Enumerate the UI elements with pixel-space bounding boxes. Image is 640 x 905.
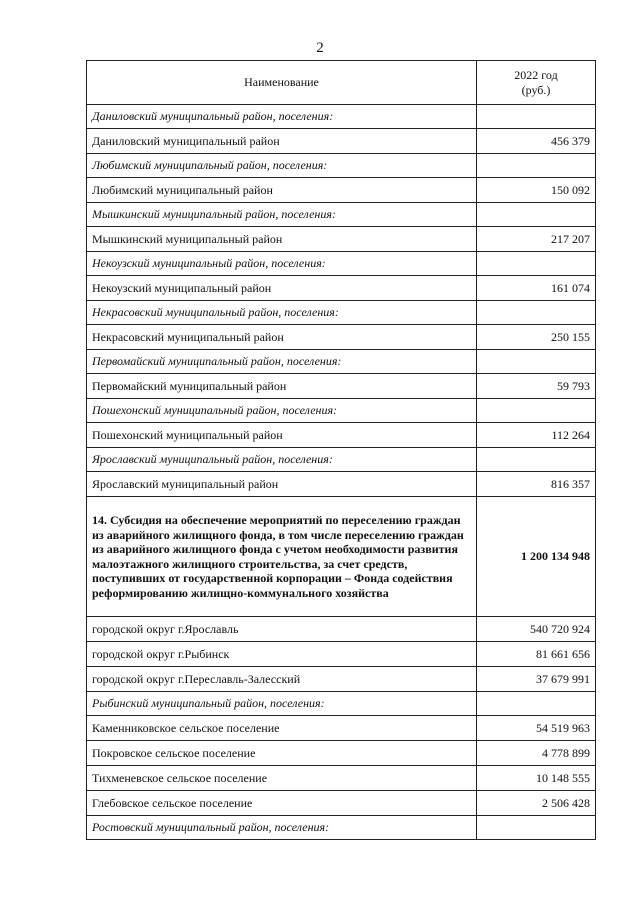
row-name-cell: Каменниковское сельское поселение	[87, 716, 477, 741]
row-name-cell: Даниловский муниципальный район	[87, 129, 477, 154]
row-value-cell: 540 720 924	[477, 617, 596, 642]
table-row	[87, 741, 596, 766]
row-name-cell: 14. Субсидия на обеспечение мероприятий по переселению граждан из аварийного жилищного фонда, в том числе переселению граждан из аварийного жилищного фонда с учетом необходимости развития малоэтажного жилищного строительства, за счет средств, поступивших от государственной корпорации – Фонда содействия реформированию жилищно-коммунального хозяйства	[87, 497, 477, 617]
column-header-year-label: 2022 год	[514, 67, 558, 82]
row-value-cell: 10 148 555	[477, 766, 596, 791]
table-row	[87, 325, 596, 350]
row-value-cell	[477, 350, 596, 374]
row-value-cell: 37 679 991	[477, 667, 596, 692]
row-name-cell: Некоузский муниципальный район	[87, 276, 477, 301]
table-row	[87, 129, 596, 154]
row-name-cell: Некоузский муниципальный район, поселения:	[87, 252, 477, 276]
row-name-cell: Покровское сельское поселение	[87, 741, 477, 766]
row-name-cell: Первомайский муниципальный район	[87, 374, 477, 399]
row-value-cell	[477, 154, 596, 178]
table-row	[87, 642, 596, 667]
table-header-row	[87, 61, 596, 105]
table-row	[87, 374, 596, 399]
row-name-cell: Ярославский муниципальный район, поселения:	[87, 448, 477, 472]
table-row	[87, 472, 596, 497]
row-name-cell: городской округ г.Ярославль	[87, 617, 477, 642]
row-name-cell: Некрасовский муниципальный район, поселения:	[87, 301, 477, 325]
table-subheading-row	[87, 252, 596, 276]
page-number: 2	[316, 40, 324, 56]
section-heading-row	[87, 497, 596, 617]
row-name-cell: Пошехонский муниципальный район	[87, 423, 477, 448]
table-row	[87, 227, 596, 252]
row-value-cell	[477, 399, 596, 423]
table-subheading-row	[87, 692, 596, 716]
row-name-cell: Глебовское сельское поселение	[87, 791, 477, 816]
row-name-cell: Некрасовский муниципальный район	[87, 325, 477, 350]
row-value-cell: 217 207	[477, 227, 596, 252]
row-value-cell: 81 661 656	[477, 642, 596, 667]
row-value-cell: 161 074	[477, 276, 596, 301]
row-value-cell	[477, 301, 596, 325]
table-row	[87, 667, 596, 692]
row-value-cell: 2 506 428	[477, 791, 596, 816]
row-value-cell	[477, 692, 596, 716]
table-body	[87, 105, 596, 840]
table-row	[87, 423, 596, 448]
row-name-cell: Пошехонский муниципальный район, поселения:	[87, 399, 477, 423]
row-value-cell: 4 778 899	[477, 741, 596, 766]
row-name-cell: Ростовский муниципальный район, поселения:	[87, 816, 477, 840]
row-name-cell: Любимский муниципальный район	[87, 178, 477, 203]
row-name-cell: Мышкинский муниципальный район	[87, 227, 477, 252]
row-name-cell: Ярославский муниципальный район	[87, 472, 477, 497]
column-header-year	[477, 61, 596, 105]
table-subheading-row	[87, 350, 596, 374]
table-subheading-row	[87, 105, 596, 129]
table-subheading-row	[87, 203, 596, 227]
row-value-cell: 54 519 963	[477, 716, 596, 741]
row-value-cell	[477, 816, 596, 840]
row-value-cell: 1 200 134 948	[477, 497, 596, 617]
table-row	[87, 178, 596, 203]
table-subheading-row	[87, 816, 596, 840]
table-row	[87, 766, 596, 791]
row-value-cell: 816 357	[477, 472, 596, 497]
table-subheading-row	[87, 301, 596, 325]
table-row	[87, 276, 596, 301]
table-subheading-row	[87, 399, 596, 423]
row-value-cell	[477, 448, 596, 472]
table-row	[87, 617, 596, 642]
table-subheading-row	[87, 154, 596, 178]
budget-table	[86, 60, 596, 840]
row-name-cell: Мышкинский муниципальный район, поселения:	[87, 203, 477, 227]
row-value-cell	[477, 203, 596, 227]
row-value-cell: 250 155	[477, 325, 596, 350]
row-name-cell: Рыбинский муниципальный район, поселения:	[87, 692, 477, 716]
row-name-cell: Первомайский муниципальный район, поселения:	[87, 350, 477, 374]
row-name-cell: городской округ г.Рыбинск	[87, 642, 477, 667]
column-header-unit: (руб.)	[521, 82, 551, 97]
row-name-cell: Даниловский муниципальный район, поселения:	[87, 105, 477, 129]
row-value-cell: 150 092	[477, 178, 596, 203]
row-value-cell	[477, 105, 596, 129]
row-value-cell	[477, 252, 596, 276]
column-header-name: Наименование	[87, 61, 477, 105]
row-name-cell: городской округ г.Переславль-Залесский	[87, 667, 477, 692]
table-row	[87, 716, 596, 741]
table-subheading-row	[87, 448, 596, 472]
row-name-cell: Тихменевское сельское поселение	[87, 766, 477, 791]
table-row	[87, 791, 596, 816]
row-value-cell: 59 793	[477, 374, 596, 399]
row-name-cell: Любимский муниципальный район, поселения:	[87, 154, 477, 178]
row-value-cell: 112 264	[477, 423, 596, 448]
row-value-cell: 456 379	[477, 129, 596, 154]
